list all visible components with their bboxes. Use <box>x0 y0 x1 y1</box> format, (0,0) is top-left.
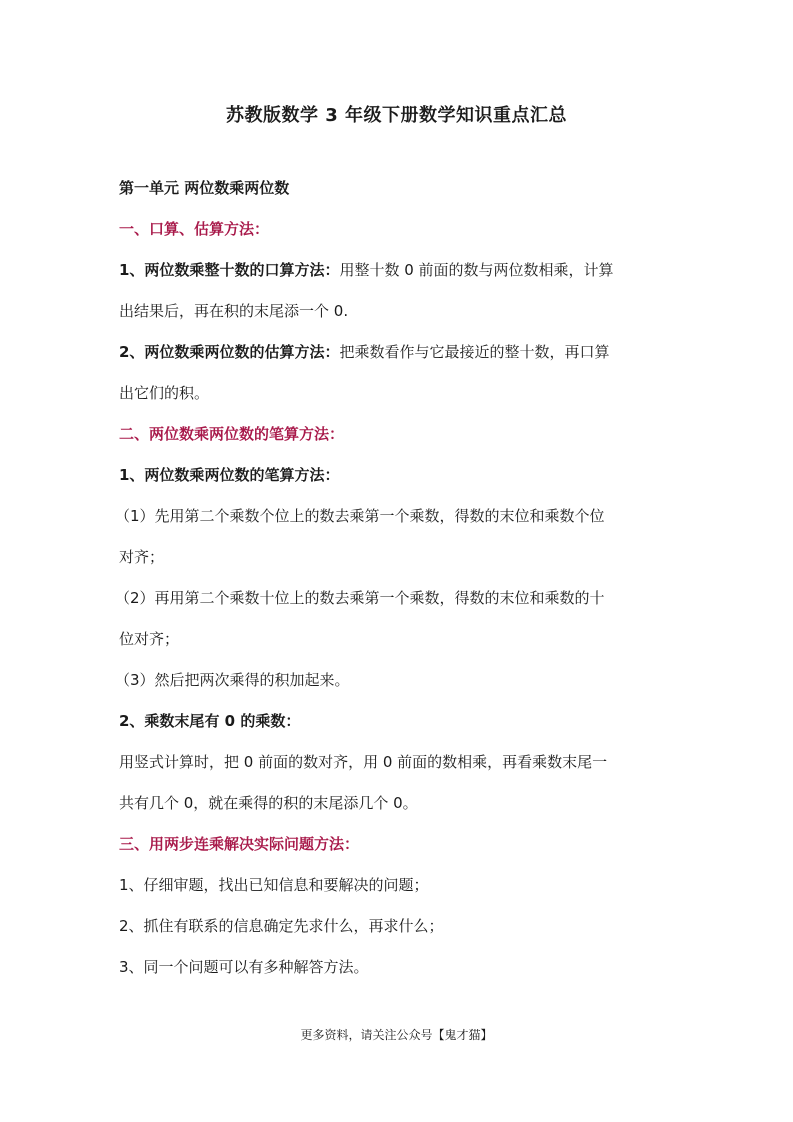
unit-heading: 第一单元 两位数乘两位数 <box>119 179 290 197</box>
document-body <box>115 178 679 998</box>
list-item-3: 3、同一个问题可以有多种解答方法。 <box>119 958 369 976</box>
step-2-line-2: 位对齐； <box>119 630 180 648</box>
step-3: （3）然后把两次乘得的积加起来。 <box>115 671 350 689</box>
paragraph-1-line-2: 出结果后，再在积的末尾添一个 0. <box>119 302 349 320</box>
list-item-1: 1、仔细审题，找出已知信息和要解决的问题； <box>119 876 429 894</box>
step-2-line-1: （2）再用第二个乘数十位上的数去乘第一个乘数，得数的末位和乘数的十 <box>115 589 605 607</box>
paragraph-3-line-2: 共有几个 0，就在乘得的积的末尾添几个 0。 <box>119 794 418 812</box>
paragraph-2-line-1 <box>119 342 679 362</box>
subheading-2-1: 1、两位数乘两位数的笔算方法： <box>119 466 340 484</box>
section-heading-1: 一、口算、估算方法： <box>119 220 270 238</box>
item-text: 用整十数 0 前面的数与两位数相乘，计算 <box>339 261 614 279</box>
paragraph-1-line-1 <box>119 260 679 280</box>
section-heading-3: 三、用两步连乘解决实际问题方法： <box>119 835 360 853</box>
document-title: 苏教版数学 3 年级下册数学知识重点汇总 <box>225 105 568 126</box>
step-1-line-1: （1）先用第二个乘数个位上的数去乘第一个乘数，得数的末位和乘数个位 <box>115 507 605 525</box>
paragraph-2-line-2: 出它们的积。 <box>119 384 210 402</box>
list-item-2: 2、抓住有联系的信息确定先求什么，再求什么； <box>119 917 444 935</box>
item-text: 把乘数看作与它最接近的整十数，再口算 <box>339 343 610 361</box>
subheading-2-2: 2、乘数末尾有 0 的乘数： <box>119 712 301 730</box>
paragraph-3-line-1: 用竖式计算时，把 0 前面的数对齐，用 0 前面的数相乘，再看乘数末尾一 <box>119 753 608 771</box>
item-label: 1、两位数乘整十数的口算方法： <box>119 261 340 279</box>
footer-note: 更多资料，请关注公众号【鬼才猫】 <box>300 1028 493 1042</box>
section-heading-2: 二、两位数乘两位数的笔算方法： <box>119 425 345 443</box>
item-label: 2、两位数乘两位数的估算方法： <box>119 343 340 361</box>
step-1-line-2: 对齐； <box>119 548 165 566</box>
